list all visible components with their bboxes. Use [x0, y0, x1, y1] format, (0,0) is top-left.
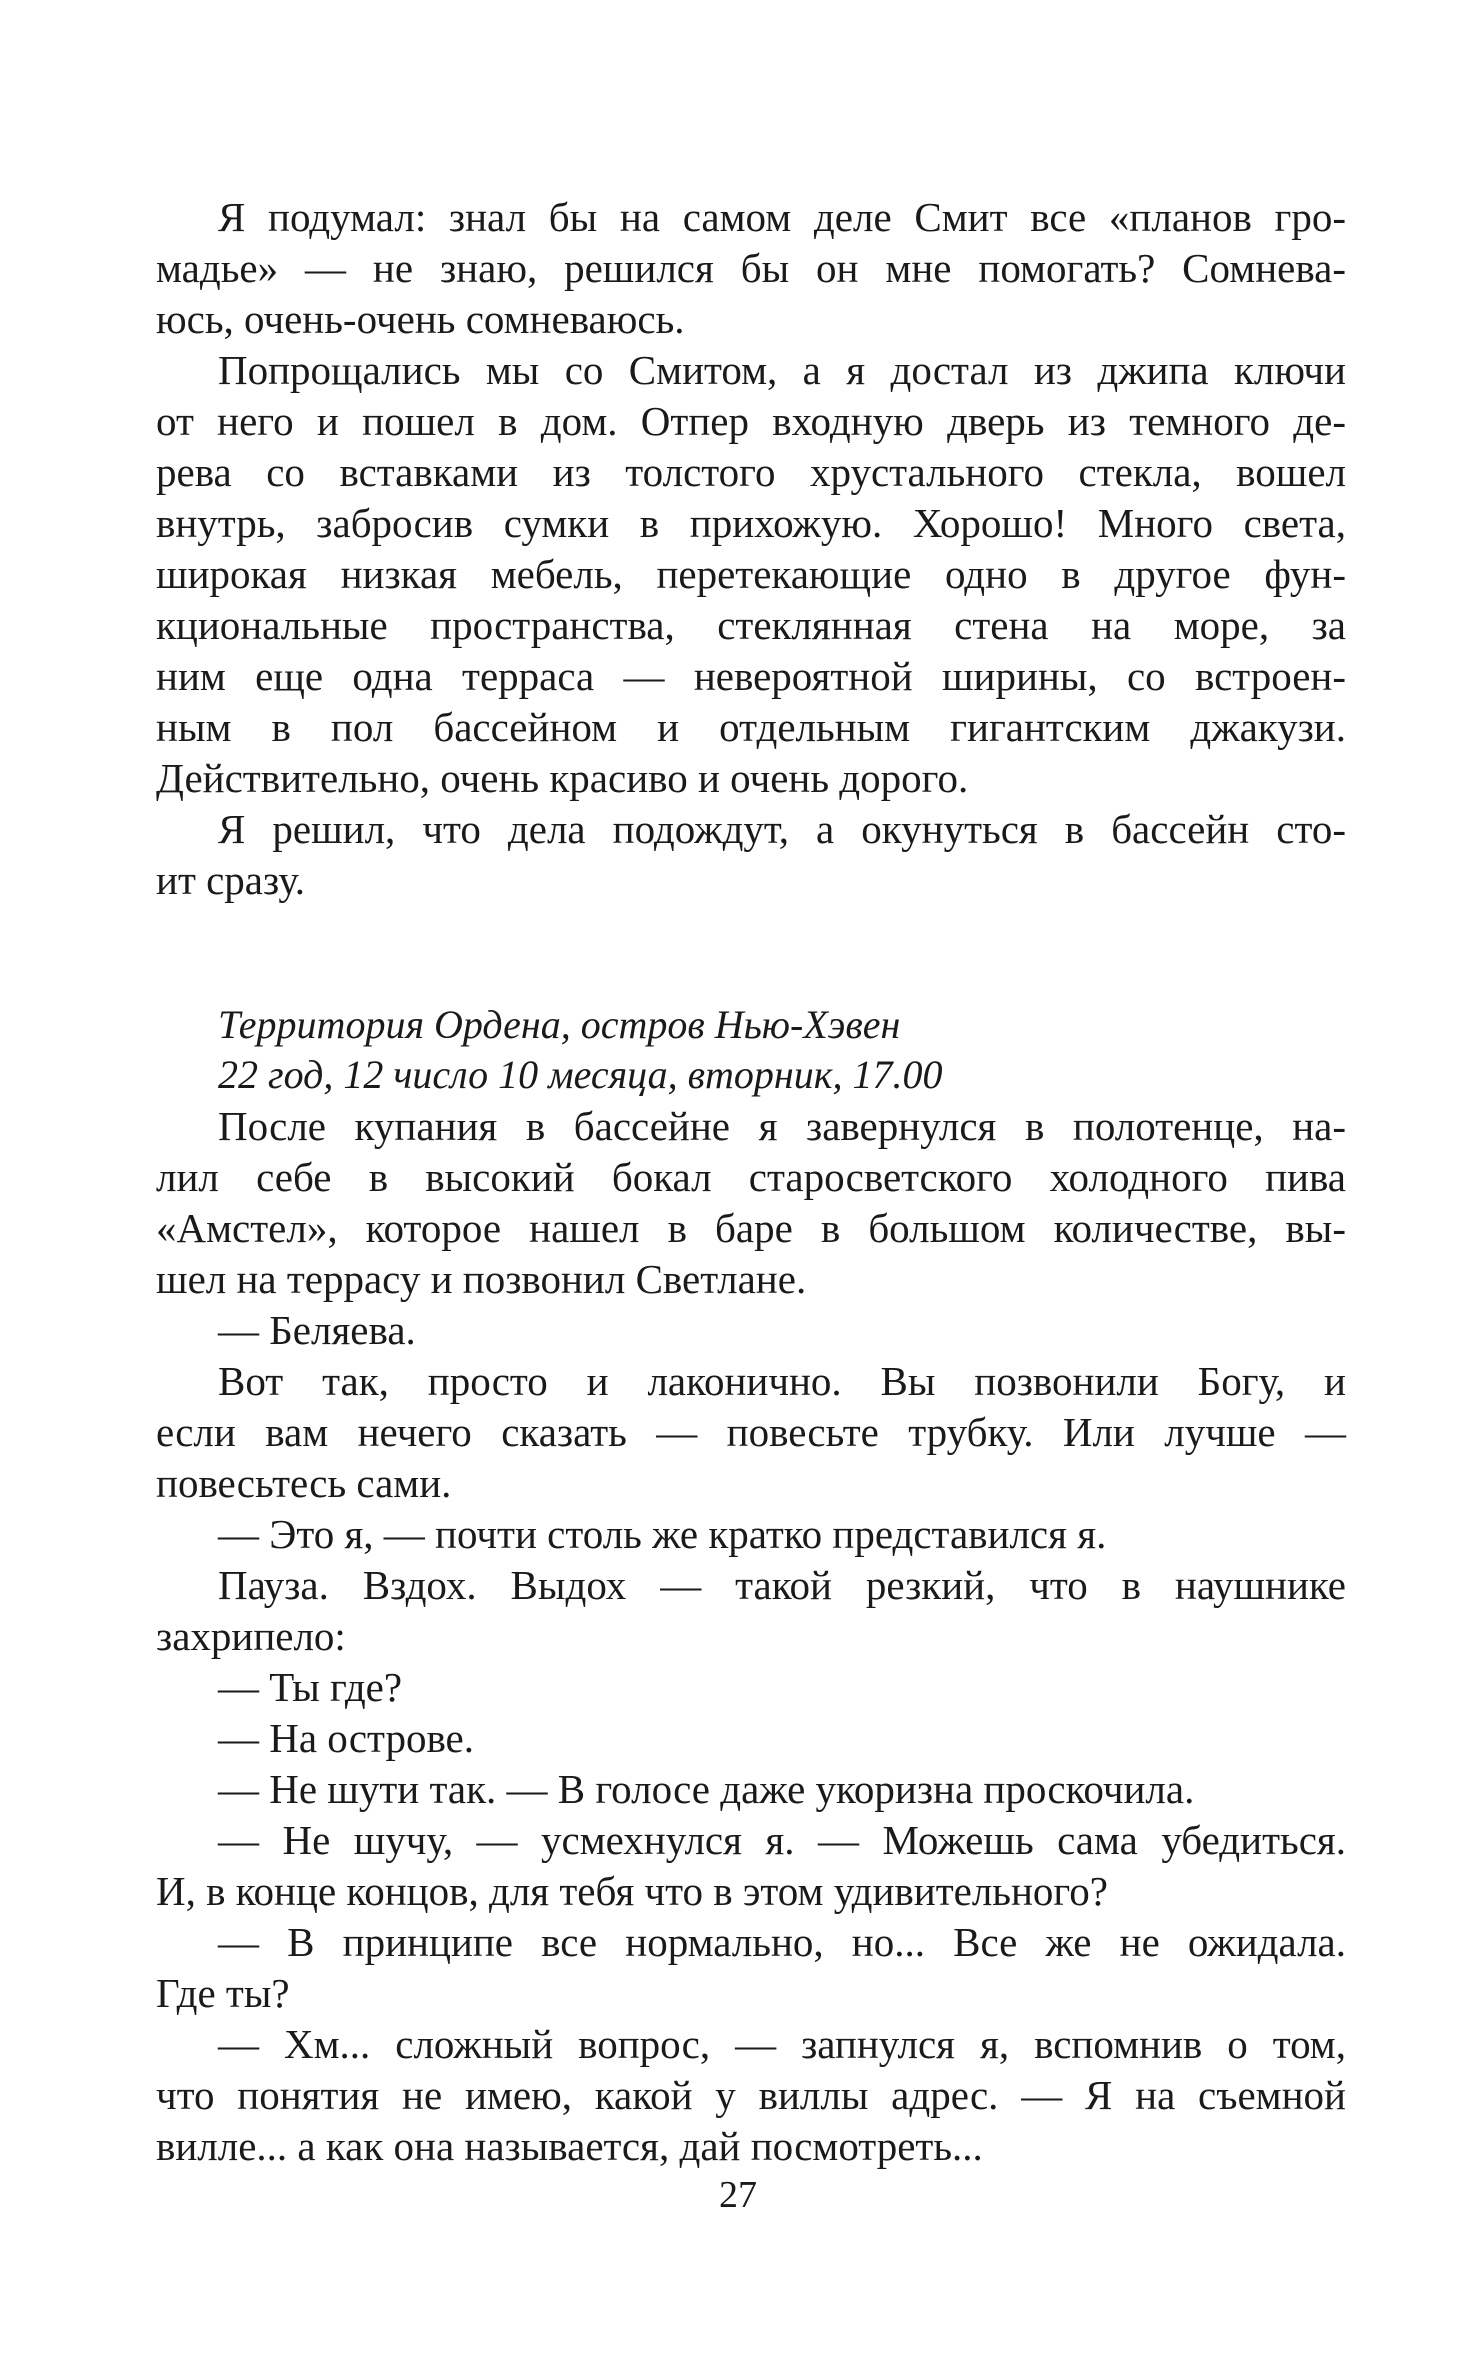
text-line: вилле... а как она называется, дай посмотреть...	[156, 2123, 983, 2169]
text-line: «Амстел», которое нашел в баре в большом количестве, вы-	[156, 1205, 1346, 1251]
text-line: И, в конце концов, для тебя что в этом удивительного?	[156, 1868, 1108, 1914]
text-line: — Это я, — почти столь же кратко представился я.	[218, 1511, 1107, 1557]
text-line: кциональные пространства, стеклянная стена на море, за	[156, 602, 1346, 648]
text-line: что понятия не имею, какой у виллы адрес. — Я на съемной	[156, 2072, 1346, 2118]
text-line: Я подумал: знал бы на самом деле Смит все «планов гро-	[218, 194, 1346, 240]
text-line: захрипело:	[156, 1613, 346, 1659]
text-line: Вот так, просто и лаконично. Вы позвонили Богу, и	[218, 1358, 1346, 1404]
text-line: — Ты где?	[218, 1664, 403, 1710]
text-line: повесьтесь сами.	[156, 1460, 452, 1506]
text-line: Пауза. Вздох. Выдох — такой резкий, что в наушнике	[218, 1562, 1346, 1608]
text-line: — Беляева.	[218, 1307, 416, 1353]
text-line: лил себе в высокий бокал старосветского холодного пива	[156, 1154, 1346, 1200]
text-line: шел на террасу и позвонил Светлане.	[156, 1256, 807, 1302]
section-heading-location: Территория Ордена, остров Нью-Хэвен	[218, 1002, 901, 1047]
text-line: Я решил, что дела подождут, а окунуться в бассейн сто-	[218, 806, 1346, 852]
section-one-text	[156, 192, 1346, 906]
text-line: ним еще одна терраса — невероятной ширины, со встроен-	[156, 653, 1346, 699]
text-line: После купания в бассейне я завернулся в полотенце, на-	[218, 1103, 1346, 1149]
text-line: юсь, очень-очень сомневаюсь.	[156, 296, 685, 342]
page-number: 27	[719, 2174, 757, 2216]
text-line: Действительно, очень красиво и очень дорого.	[156, 755, 969, 801]
section-two-text	[156, 1101, 1346, 2172]
text-line: Попрощались мы со Смитом, а я достал из джипа ключи	[218, 347, 1346, 393]
text-line: ит сразу.	[156, 857, 305, 903]
text-line: широкая низкая мебель, перетекающие одно в другое фун-	[156, 551, 1346, 597]
text-line: — Не шути так. — В голосе даже укоризна проскочила.	[218, 1766, 1195, 1812]
text-line: Где ты?	[156, 1970, 290, 2016]
text-line: если вам нечего сказать — повесьте трубку. Или лучше —	[156, 1409, 1346, 1455]
text-line: — Хм... сложный вопрос, — запнулся я, вспомнив о том,	[218, 2021, 1346, 2067]
text-line: мадье» — не знаю, решился бы он мне помогать? Сомнева-	[156, 245, 1346, 291]
text-line: — На острове.	[218, 1715, 475, 1761]
section-heading-date: 22 год, 12 число 10 месяца, вторник, 17.00	[218, 1052, 943, 1097]
text-line: ным в пол бассейном и отдельным гигантским джакузи.	[156, 704, 1346, 750]
text-line: — Не шучу, — усмехнулся я. — Можешь сама убедиться.	[218, 1817, 1346, 1863]
text-line: от него и пошел в дом. Отпер входную дверь из темного де-	[156, 398, 1346, 444]
text-line: — В принципе все нормально, но... Все же не ожидала.	[218, 1919, 1346, 1965]
text-line: рева со вставками из толстого хрустального стекла, вошел	[156, 449, 1346, 495]
text-line: внутрь, забросив сумки в прихожую. Хорошо! Много света,	[156, 500, 1346, 546]
